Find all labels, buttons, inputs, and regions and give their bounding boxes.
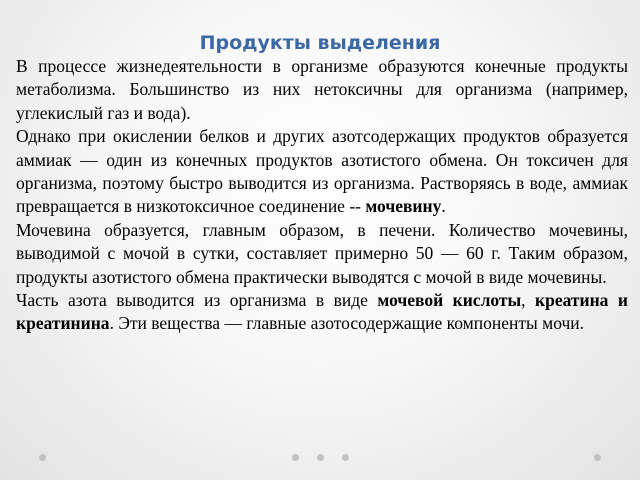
slide-decoration-dots (0, 454, 640, 464)
paragraph-1: В процессе жизнедеятельности в организме образуются конечные продукты метаболизма. Большинство из них нетоксичны для организма (например, углекислый газ и вода). (16, 56, 628, 123)
decorative-dot-right (594, 454, 601, 461)
paragraph-4-sep: , (521, 290, 536, 311)
term-urea: мочевину (365, 196, 442, 217)
paragraph-4-text: Часть азота выводится из организма в виде (16, 290, 378, 311)
slide-title: Продукты выделения (199, 32, 441, 54)
term-uric-acid: мочевой кислоты (377, 290, 522, 311)
paragraph-3: Мочевина образуется, главным образом, в печени. Количество мочевины, выводимой с мочой в сутки, составляет примерно 50 — 60 г. Таким образом, продукты азотистого обмена практически выводятся с мочой в виде мочевины. (16, 219, 628, 287)
decorative-dot-center (317, 454, 324, 461)
paragraph-2-end: . (441, 196, 446, 217)
paragraph-4 (16, 289, 628, 336)
term-creatine-creatinine: креатина и креатинина (16, 290, 628, 334)
decorative-dot-center-left (292, 454, 299, 461)
decorative-dot-center-right (342, 454, 349, 461)
paragraph-2-text: Однако при окислении белков и других азотсодержащих продуктов образуется аммиак — один из конечных продуктов азотистого обмена. Он токсичен для организма, поэтому быстро выводится из организма. Растворяясь в воде, аммиак превращается в низкотоксичное соединение -- (16, 126, 628, 217)
slide-body (16, 55, 628, 336)
decorative-dot-left (39, 454, 46, 461)
paragraph-2 (16, 125, 628, 219)
paragraph-4-end: . Эти вещества — главные азотосодержащие компоненты мочи. (109, 313, 585, 334)
